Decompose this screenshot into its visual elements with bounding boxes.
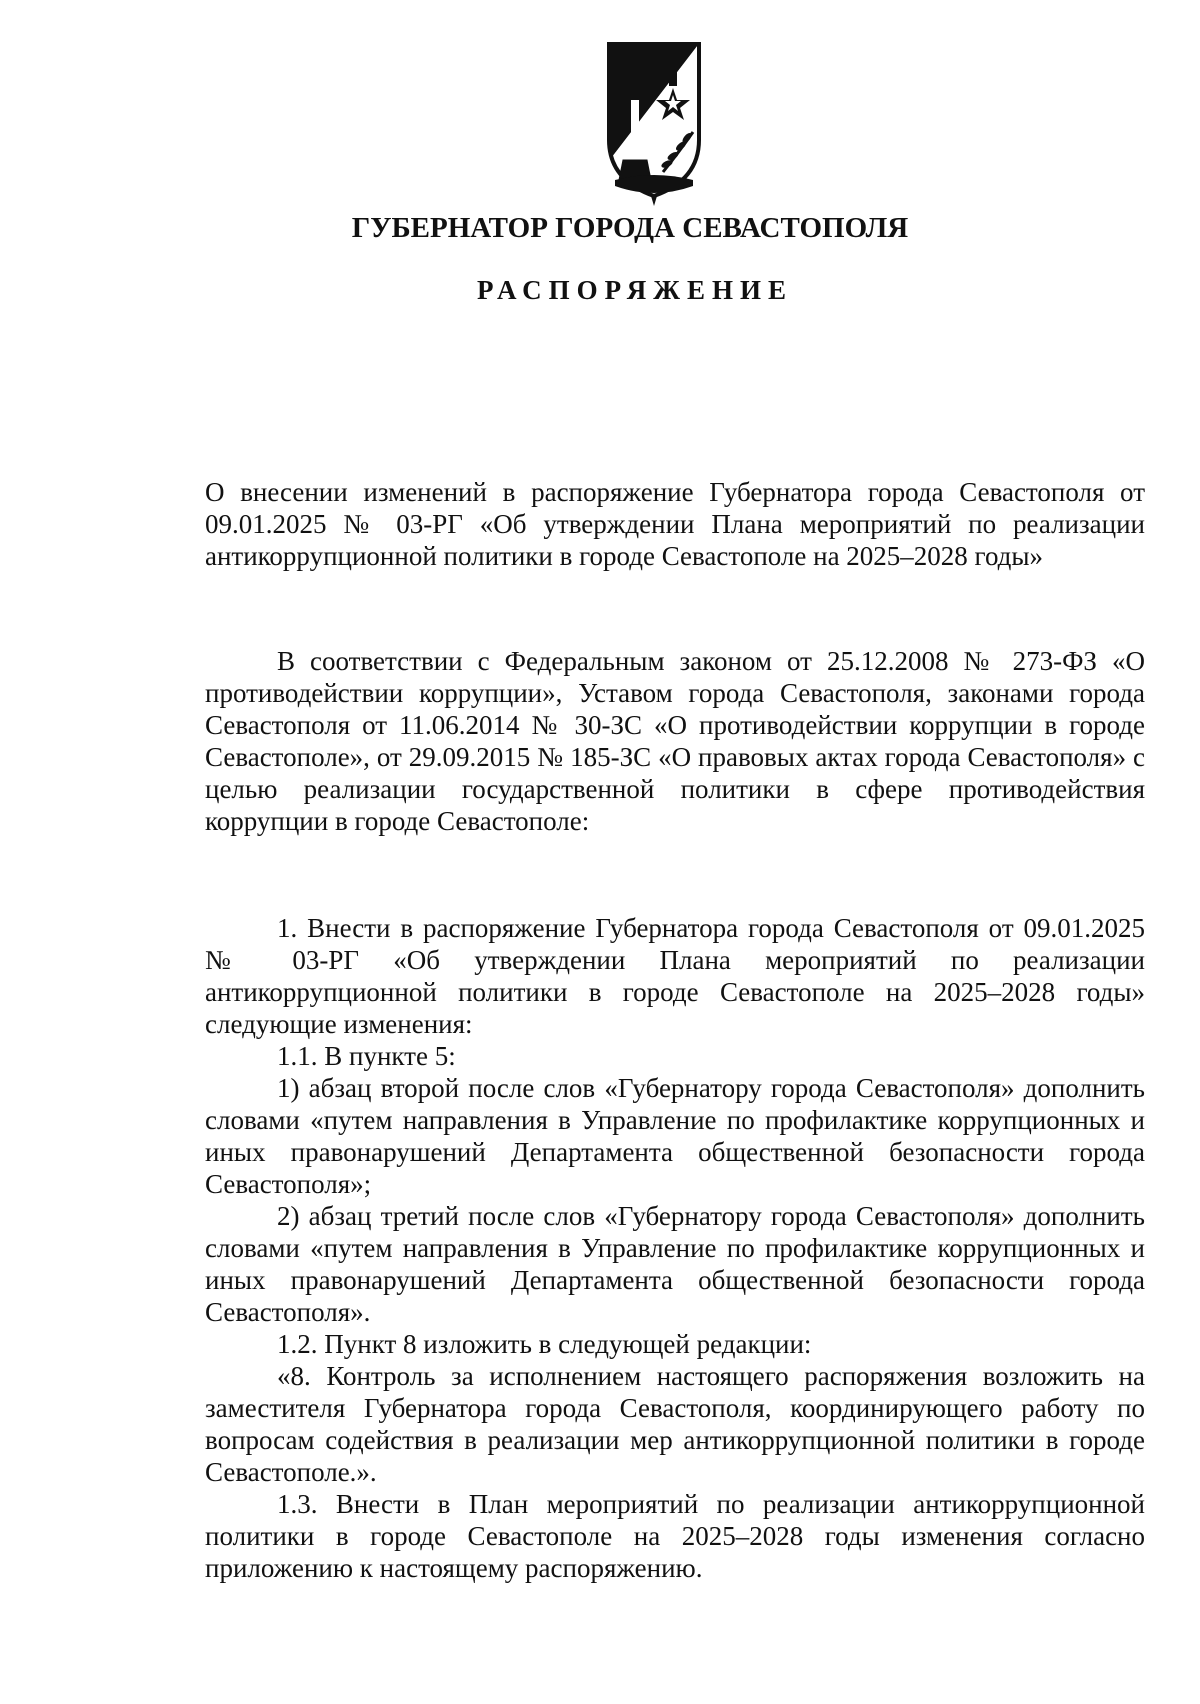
sevastopol-coat-of-arms-icon [601, 40, 707, 208]
paragraph-1-3: 1.3. Внести в План мероприятий по реализации антикоррупционной политики в городе Севастополе на 2025–2028 годы изменения согласно приложению к настоящему распоряжению. [205, 1489, 1145, 1583]
paragraph-1-2: 1.2. Пункт 8 изложить в следующей редакции: [277, 1329, 812, 1359]
paragraph-1: 1. Внести в распоряжение Губернатора города Севастополя от 09.01.2025 № 03-РГ «Об утверждении Плана мероприятий по реализации антикоррупционной политики в городе Севастополе на 2025–2028 годы» следующие изменения: [205, 913, 1145, 1039]
preamble-text: В соответствии с Федеральным законом от 25.12.2008 № 273-ФЗ «О противодействии коррупции», Уставом города Севастополя, законами города Севастополя от 11.06.2014 № 30-ЗС «О противодействии коррупции в городе Севастополе», от 29.09.2015 № 185-ЗС «О правовых актах города Севастополя» с целью реализации государственной политики в сфере противодействия коррупции в городе Севастополе: [205, 646, 1145, 836]
paragraph-1-1-1: 1) абзац второй после слов «Губернатору города Севастополя» дополнить словами «путем направления в Управление по профилактике коррупционных и иных правонарушений Департамента общественной безопасности города Севастополя»; [205, 1073, 1145, 1199]
document-body [205, 912, 1145, 1584]
document-subject [205, 476, 1145, 572]
document-type: РАСПОРЯЖЕНИЕ [476, 275, 794, 305]
paragraph-1-1: 1.1. В пункте 5: [277, 1041, 456, 1071]
paragraph-1-2-text: «8. Контроль за исполнением настоящего распоряжения возложить на заместителя Губернатора города Севастополя, координирующего работу по вопросам содействия в реализации мер антикоррупционной политики в городе Севастополе.». [205, 1361, 1145, 1487]
preamble [205, 645, 1145, 837]
subject-text: О внесении изменений в распоряжение Губернатора города Севастополя от 09.01.2025 № 03-РГ «Об утверждении Плана мероприятий по реализации антикоррупционной политики в городе Севастополе на 2025–2028 годы» [205, 477, 1145, 571]
paragraph-1-1-2: 2) абзац третий после слов «Губернатору города Севастополя» дополнить словами «путем направления в Управление по профилактике коррупционных и иных правонарушений Департамента общественной безопасности города Севастополя». [205, 1201, 1145, 1327]
authority-title: ГУБЕРНАТОР ГОРОДА СЕВАСТОПОЛЯ [351, 212, 909, 244]
